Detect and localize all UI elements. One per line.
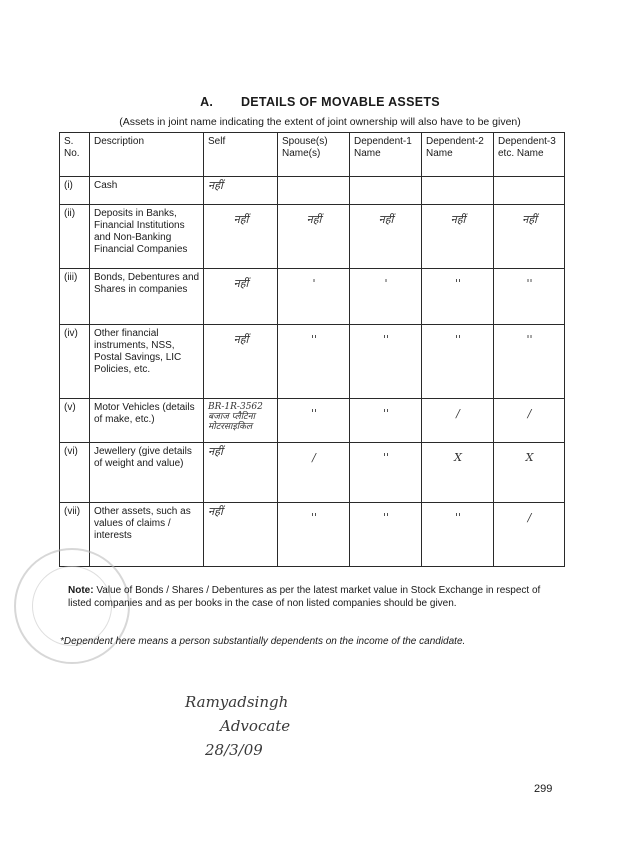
header-self: Self (204, 133, 278, 177)
cell-self (204, 399, 278, 443)
handwritten-entry: '' (310, 511, 318, 524)
cell-description: Bonds, Debentures and Shares in companies (90, 269, 204, 325)
cell-dependent-2 (422, 205, 494, 269)
cell-description: Cash (90, 177, 204, 205)
handwritten-entry: / (527, 407, 532, 420)
cell-description: Jewellery (give details of weight and value) (90, 443, 204, 503)
cell-dependent-3 (494, 325, 565, 399)
motor-vehicle-type: मोटरसाइकिल (208, 422, 253, 432)
cell-dependent-2 (422, 269, 494, 325)
handwritten-entry: नहीं (306, 213, 322, 226)
handwritten-entry: नहीं (233, 333, 249, 346)
cell-description: Other financial instruments, NSS, Postal Savings, LIC Policies, etc. (90, 325, 204, 399)
cell-dependent-3 (494, 443, 565, 503)
header-sno: S. No. (60, 133, 90, 177)
cell-dependent-3 (494, 269, 565, 325)
handwritten-entry: '' (526, 333, 533, 346)
handwritten-entry: नहीं (522, 213, 537, 226)
cell-dependent-2 (422, 503, 494, 567)
cell-spouse (278, 177, 350, 205)
cell-dependent-2 (422, 443, 494, 503)
table-row (60, 205, 565, 269)
cell-self (204, 503, 278, 567)
cell-dependent-3 (494, 399, 565, 443)
signature-name: Ramyadsingh (185, 693, 289, 711)
handwritten-entry: '' (454, 277, 462, 290)
handwritten-entry: नहीं (208, 505, 223, 518)
motor-vehicle-registration: BR-1R-3562 (208, 402, 263, 412)
handwritten-entry: '' (382, 333, 390, 346)
handwritten-entry: '' (454, 511, 462, 524)
section-letter: A. (200, 95, 214, 109)
cell-dependent-1 (350, 399, 422, 443)
signature-date: 28/3/09 (205, 741, 263, 759)
cell-spouse (278, 399, 350, 443)
cell-dependent-2 (422, 325, 494, 399)
cell-description: Deposits in Banks, Financial Institutions and Non-Banking Financial Companies (90, 205, 204, 269)
handwritten-entry: नहीं (208, 179, 223, 192)
cell-sno: (ii) (60, 205, 90, 269)
cell-dependent-1 (350, 269, 422, 325)
note-text: Value of Bonds / Shares / Debentures as per the latest market value in Stock Exchange in respect of listed companies and as per books in the case of non listed companies should be given. (68, 585, 541, 609)
motor-vehicle-make: बजाज प्लैटिना (208, 412, 255, 422)
cell-sno: (v) (60, 399, 90, 443)
section-subheading: (Assets in joint name indicating the extent of joint ownership will also have to be given) (119, 116, 521, 128)
handwritten-entry: ' (384, 277, 388, 290)
handwritten-entry: नहीं (233, 213, 249, 226)
handwritten-entry: '' (526, 277, 533, 290)
cell-self (204, 443, 278, 503)
handwritten-entry: '' (382, 407, 390, 420)
header-description: Description (90, 133, 204, 177)
table-row (60, 503, 565, 567)
handwritten-entry: '' (382, 511, 390, 524)
section-heading (0, 95, 640, 109)
cell-sno: (iv) (60, 325, 90, 399)
cell-spouse (278, 443, 350, 503)
signature-title: Advocate (220, 717, 291, 735)
handwritten-entry: '' (454, 333, 462, 346)
table-row (60, 399, 565, 443)
cell-sno: (iii) (60, 269, 90, 325)
header-spouse: Spouse(s) Name(s) (278, 133, 350, 177)
handwritten-entry: नहीं (378, 213, 394, 226)
cell-spouse (278, 205, 350, 269)
valuation-note (68, 584, 563, 610)
handwritten-signature (185, 690, 335, 762)
handwritten-entry: नहीं (208, 445, 223, 458)
cell-self (204, 177, 278, 205)
note-label: Note: (68, 585, 94, 596)
handwritten-entry: '' (310, 333, 318, 346)
cell-self (204, 325, 278, 399)
handwritten-entry: / (456, 407, 460, 420)
handwritten-entry: '' (382, 451, 390, 464)
cell-dependent-2 (422, 177, 494, 205)
cell-dependent-1 (350, 503, 422, 567)
handwritten-entry: X (525, 451, 534, 464)
handwritten-entry: नहीं (450, 213, 466, 226)
handwritten-entry: नहीं (233, 277, 249, 290)
handwritten-entry: ' (312, 277, 316, 290)
cell-spouse (278, 269, 350, 325)
handwritten-entry: / (312, 451, 316, 464)
cell-dependent-2 (422, 399, 494, 443)
cell-description: Motor Vehicles (details of make, etc.) (90, 399, 204, 443)
table-row (60, 443, 565, 503)
cell-sno: (vi) (60, 443, 90, 503)
header-dependent-3: Dependent-3 etc. Name (494, 133, 565, 177)
header-dependent-1: Dependent-1 Name (350, 133, 422, 177)
cell-dependent-1 (350, 325, 422, 399)
table-row (60, 177, 565, 205)
cell-sno: (vii) (60, 503, 90, 567)
dependent-footnote: *Dependent here means a person substantially dependents on the income of the candidate. (60, 636, 466, 647)
cell-self (204, 205, 278, 269)
cell-dependent-1 (350, 205, 422, 269)
cell-sno: (i) (60, 177, 90, 205)
header-dependent-2: Dependent-2 Name (422, 133, 494, 177)
handwritten-entry: '' (310, 407, 318, 420)
cell-dependent-3 (494, 205, 565, 269)
movable-assets-table (59, 132, 565, 567)
table-row (60, 325, 565, 399)
table-header-row (60, 133, 565, 177)
cell-dependent-1 (350, 177, 422, 205)
handwritten-entry: / (527, 511, 532, 524)
cell-dependent-1 (350, 443, 422, 503)
handwritten-entry: X (454, 451, 462, 464)
cell-dependent-3 (494, 503, 565, 567)
cell-spouse (278, 503, 350, 567)
section-title: DETAILS OF MOVABLE ASSETS (240, 95, 440, 109)
page-number: 299 (534, 783, 553, 795)
cell-spouse (278, 325, 350, 399)
table-row (60, 269, 565, 325)
cell-self (204, 269, 278, 325)
cell-dependent-3 (494, 177, 565, 205)
cell-description: Other assets, such as values of claims / interests (90, 503, 204, 567)
